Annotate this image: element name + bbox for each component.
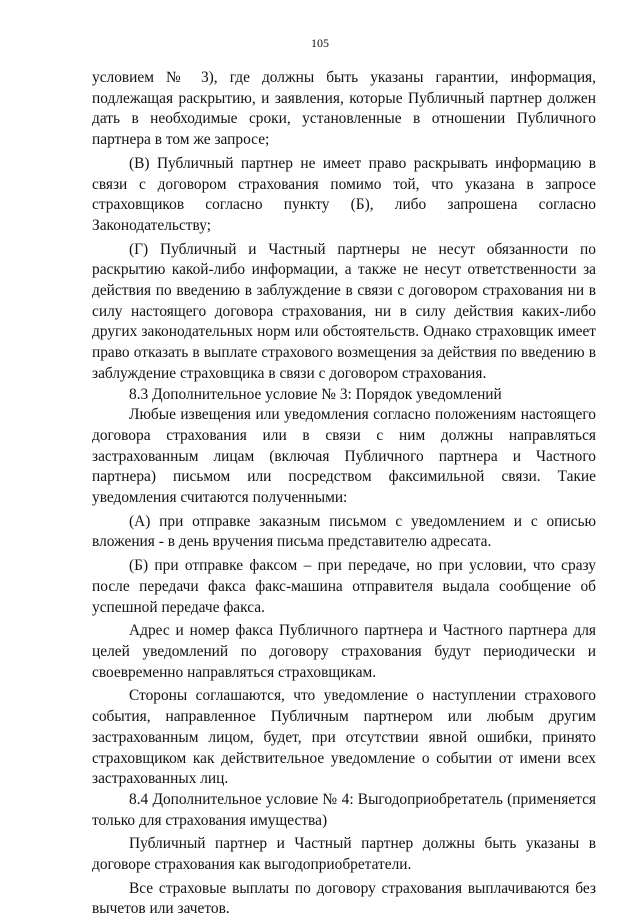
paragraph-agreement: Стороны соглашаются, что уведомление о наступлении страхового события, направленное Публичным партнером или любым другим застрахованным лицом, будет, при отсутствии явной ошибки, принято страховщиком как действительное уведомление о событии от имени всех застрахованных лиц.	[92, 687, 596, 788]
paragraph-fax-address: Адрес и номер факса Публичного партнера и Частного партнера для целей уведомлений по договору страхования будут периодически и своевременно направляться страховщикам.	[92, 622, 596, 681]
section-heading-8-4: 8.4 Дополнительное условие № 4: Выгодоприобретатель (применяется только для страхования имущества)	[92, 790, 596, 829]
paragraph-clause-v: (В) Публичный партнер не имеет право раскрывать информацию в связи с договором страхования помимо той, что указана в запросе страховщиков согласно пункту (Б), либо запрошена согласно Законодательству;	[92, 154, 596, 234]
paragraph-payments: Все страховые выплаты по договору страхования выплачиваются без вычетов или зачетов.	[92, 879, 596, 918]
document-body	[92, 68, 596, 920]
paragraph-continuation: условием № 3), где должны быть указаны гарантии, информация, подлежащая раскрытию, и заявления, которые Публичный партнер должен дать в необходимые сроки, установленные в отношении Публичного партнера в том же запросе;	[92, 69, 596, 149]
page-number: 105	[311, 36, 329, 50]
paragraph-clause-g: (Г) Публичный и Частный партнеры не несут обязанности по раскрытию какой-либо информации, а также не несут ответственности за действия по введению в заблуждение в связи с договором страхования ни в силу настоящего договора страхования, ни в силу действия каких-либо других законодательных норм или обстоятельств. Однако страховщик имеет право отказать в выплате страхового возмещения за действия по введению в заблуждение страховщика в связи с договором страхования.	[92, 240, 596, 382]
section-heading-8-3: 8.3 Дополнительное условие № 3: Порядок уведомлений	[129, 385, 502, 403]
paragraph-clause-b: (Б) при отправке факсом – при передаче, но при условии, что сразу после передачи факса факс-машина отправителя выдала сообщение об успешной передаче факса.	[92, 557, 596, 616]
paragraph-notices: Любые извещения или уведомления согласно положениям настоящего договора страхования или в связи с ним должны направляться застрахованным лицам (включая Публичного партнера и Частного партнера) письмом или посредством факсимильной связи. Такие уведомления считаются полученными:	[92, 406, 596, 507]
paragraph-clause-a: (А) при отправке заказным письмом с уведомлением и с описью вложения - в день вручения письма представителю адресата.	[92, 512, 596, 551]
paragraph-beneficiaries: Публичный партнер и Частный партнер должны быть указаны в договоре страхования как выгодоприобретатели.	[92, 835, 596, 874]
